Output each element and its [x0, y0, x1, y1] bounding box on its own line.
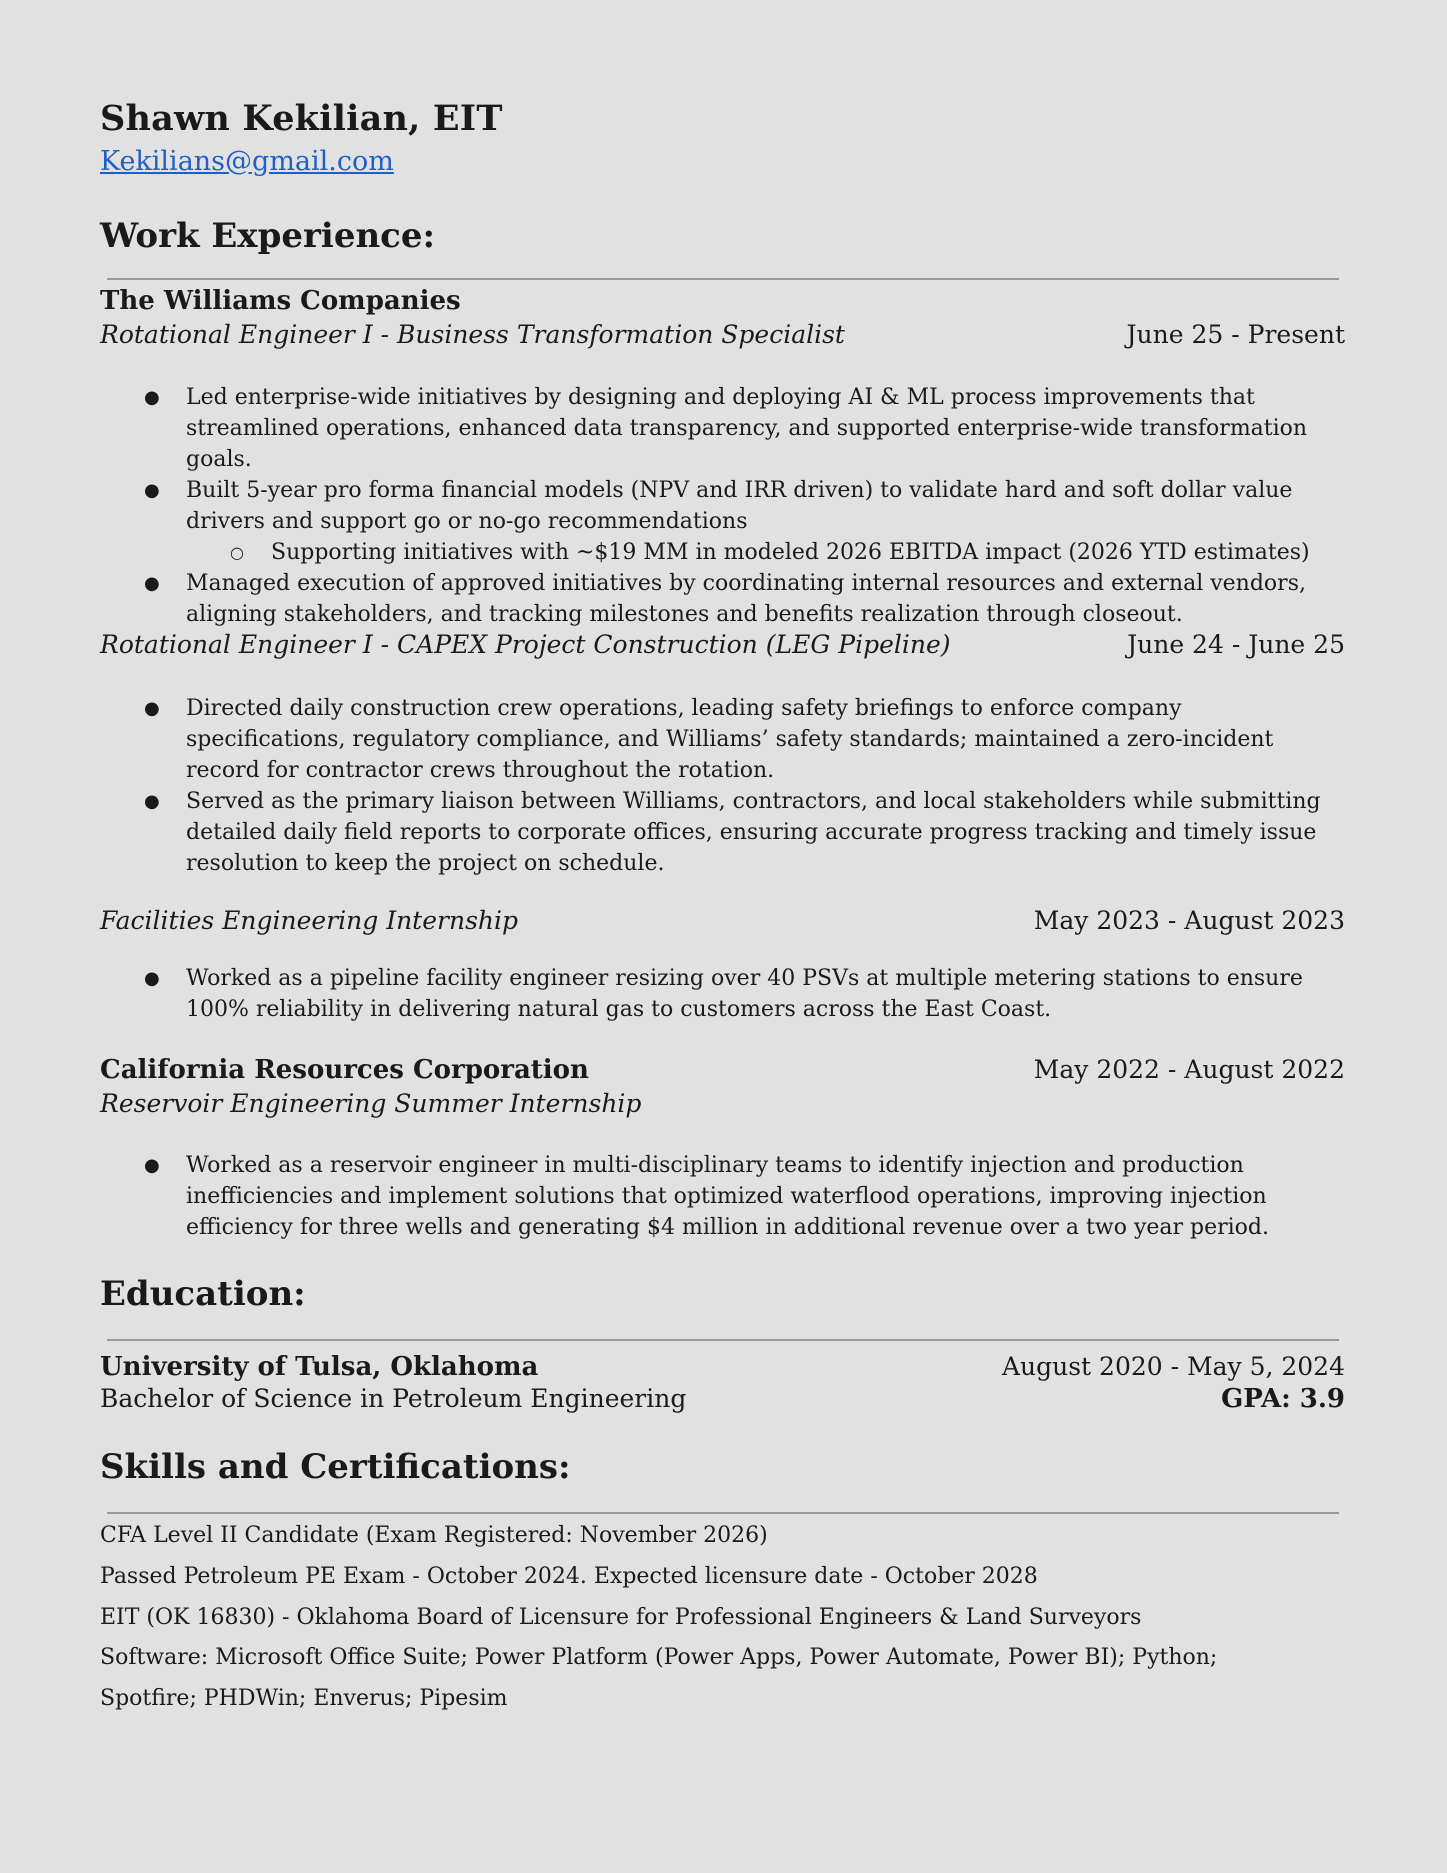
education-dates: August 2020 - May 5, 2024: [1001, 1352, 1345, 1381]
williams-company-row: [100, 286, 1345, 320]
williams-company-name: The Williams Companies: [100, 286, 461, 316]
list-item: ● Managed execution of approved initiatives by coordinating internal resources and external vendors, aligning stakeholders, and tracking milestones and benefits realization through closeout.: [100, 568, 1345, 630]
education-heading: Education:: [100, 1274, 306, 1314]
skill-line: CFA Level II Candidate (Exam Registered: November 2026): [100, 1523, 768, 1548]
crc-company-name: California Resources Corporation: [100, 1055, 589, 1085]
education-degree-row: [100, 1384, 1345, 1418]
list-item: ● Built 5-year pro forma financial models (NPV and IRR driven) to validate hard and soft dollar value drivers and support go or no-go recommendations: [100, 475, 1345, 537]
role-dates: June 25 - Present: [1126, 320, 1345, 349]
role-title: Reservoir Engineering Summer Internship: [100, 1089, 642, 1118]
skill-line: Software: Microsoft Office Suite; Power Platform (Power Apps, Power Automate, Power BI); Python;: [100, 1645, 1218, 1670]
gpa: GPA: 3.9: [1221, 1384, 1345, 1414]
list-item: ● Served as the primary liaison between Williams, contractors, and local stakeholders while submitting detailed daily field reports to corporate offices, ensuring accurate progress tracking and timely issue resolution to keep the project on schedule.: [100, 786, 1345, 879]
crc-company-row: [100, 1055, 1345, 1089]
bullet-dot-icon: ●: [144, 968, 160, 989]
education-divider: [107, 1339, 1339, 1341]
bullet-dot-icon: ●: [144, 791, 160, 812]
bullet-dot-icon: ●: [144, 480, 160, 501]
education-school-row: [100, 1352, 1345, 1386]
list-item: ○ Supporting initiatives with ~$19 MM in modeled 2026 EBITDA impact (2026 YTD estimates): [100, 537, 1345, 568]
bullet-dot-icon: ●: [144, 698, 160, 719]
skill-line: Spotfire; PHDWin; Enverus; Pipesim: [100, 1686, 508, 1711]
role-dates: May 2023 - August 2023: [1033, 906, 1345, 935]
bullet-dot-icon: ●: [144, 573, 160, 594]
school-name: University of Tulsa, Oklahoma: [100, 1352, 539, 1382]
crc-bullets: [100, 1150, 1345, 1243]
role-title: Rotational Engineer I - CAPEX Project Construction (LEG Pipeline): [100, 630, 951, 659]
email-link[interactable]: Kekilians@gmail.com: [100, 146, 394, 177]
role-business-transformation-row: [100, 320, 1345, 354]
role-facilities-bullets: [100, 963, 1345, 1025]
role-title: Rotational Engineer I - Business Transformation Specialist: [100, 320, 845, 349]
role-title: Facilities Engineering Internship: [100, 906, 518, 935]
skill-line: Passed Petroleum PE Exam - October 2024. Expected licensure date - October 2028: [100, 1564, 1038, 1589]
crc-role-row: [100, 1089, 1345, 1123]
list-item: ● Directed daily construction crew operations, leading safety briefings to enforce company specifications, regulatory compliance, and Williams’ safety standards; maintained a zero-incident record for contractor crews throughout the rotation.: [100, 693, 1345, 786]
skills-heading: Skills and Certifications:: [100, 1447, 571, 1487]
list-item: ● Led enterprise-wide initiatives by designing and deploying AI & ML process improvements that streamlined operations, enhanced data transparency, and supported enterprise-wide transformation goals.: [100, 382, 1345, 475]
role-capex-row: [100, 630, 1345, 664]
role-business-transformation-bullets: [100, 382, 1345, 630]
role-capex-bullets: [100, 693, 1345, 879]
role-dates: June 24 - June 25: [1127, 630, 1345, 659]
role-facilities-row: [100, 906, 1345, 940]
candidate-name: Shawn Kekilian, EIT: [100, 98, 503, 139]
list-item: ● Worked as a reservoir engineer in multi-disciplinary teams to identify injection and production inefficiencies and implement solutions that optimized waterflood operations, improving injection efficiency for three wells and generating $4 million in additional revenue over a two year period.: [100, 1150, 1345, 1243]
work-experience-heading: Work Experience:: [100, 216, 436, 256]
crc-dates: May 2022 - August 2022: [1033, 1055, 1345, 1084]
work-experience-divider: [107, 278, 1339, 280]
skill-line: EIT (OK 16830) - Oklahoma Board of Licensure for Professional Engineers & Land Surveyors: [100, 1605, 1142, 1630]
list-item: ● Worked as a pipeline facility engineer resizing over 40 PSVs at multiple metering stations to ensure 100% reliability in delivering natural gas to customers across the East Coast.: [100, 963, 1345, 1025]
degree: Bachelor of Science in Petroleum Engineering: [100, 1384, 687, 1413]
bullet-dot-icon: ●: [144, 387, 160, 408]
bullet-dot-icon: ●: [144, 1155, 160, 1176]
bullet-circle-icon: ○: [230, 543, 244, 562]
skills-divider: [107, 1512, 1339, 1514]
